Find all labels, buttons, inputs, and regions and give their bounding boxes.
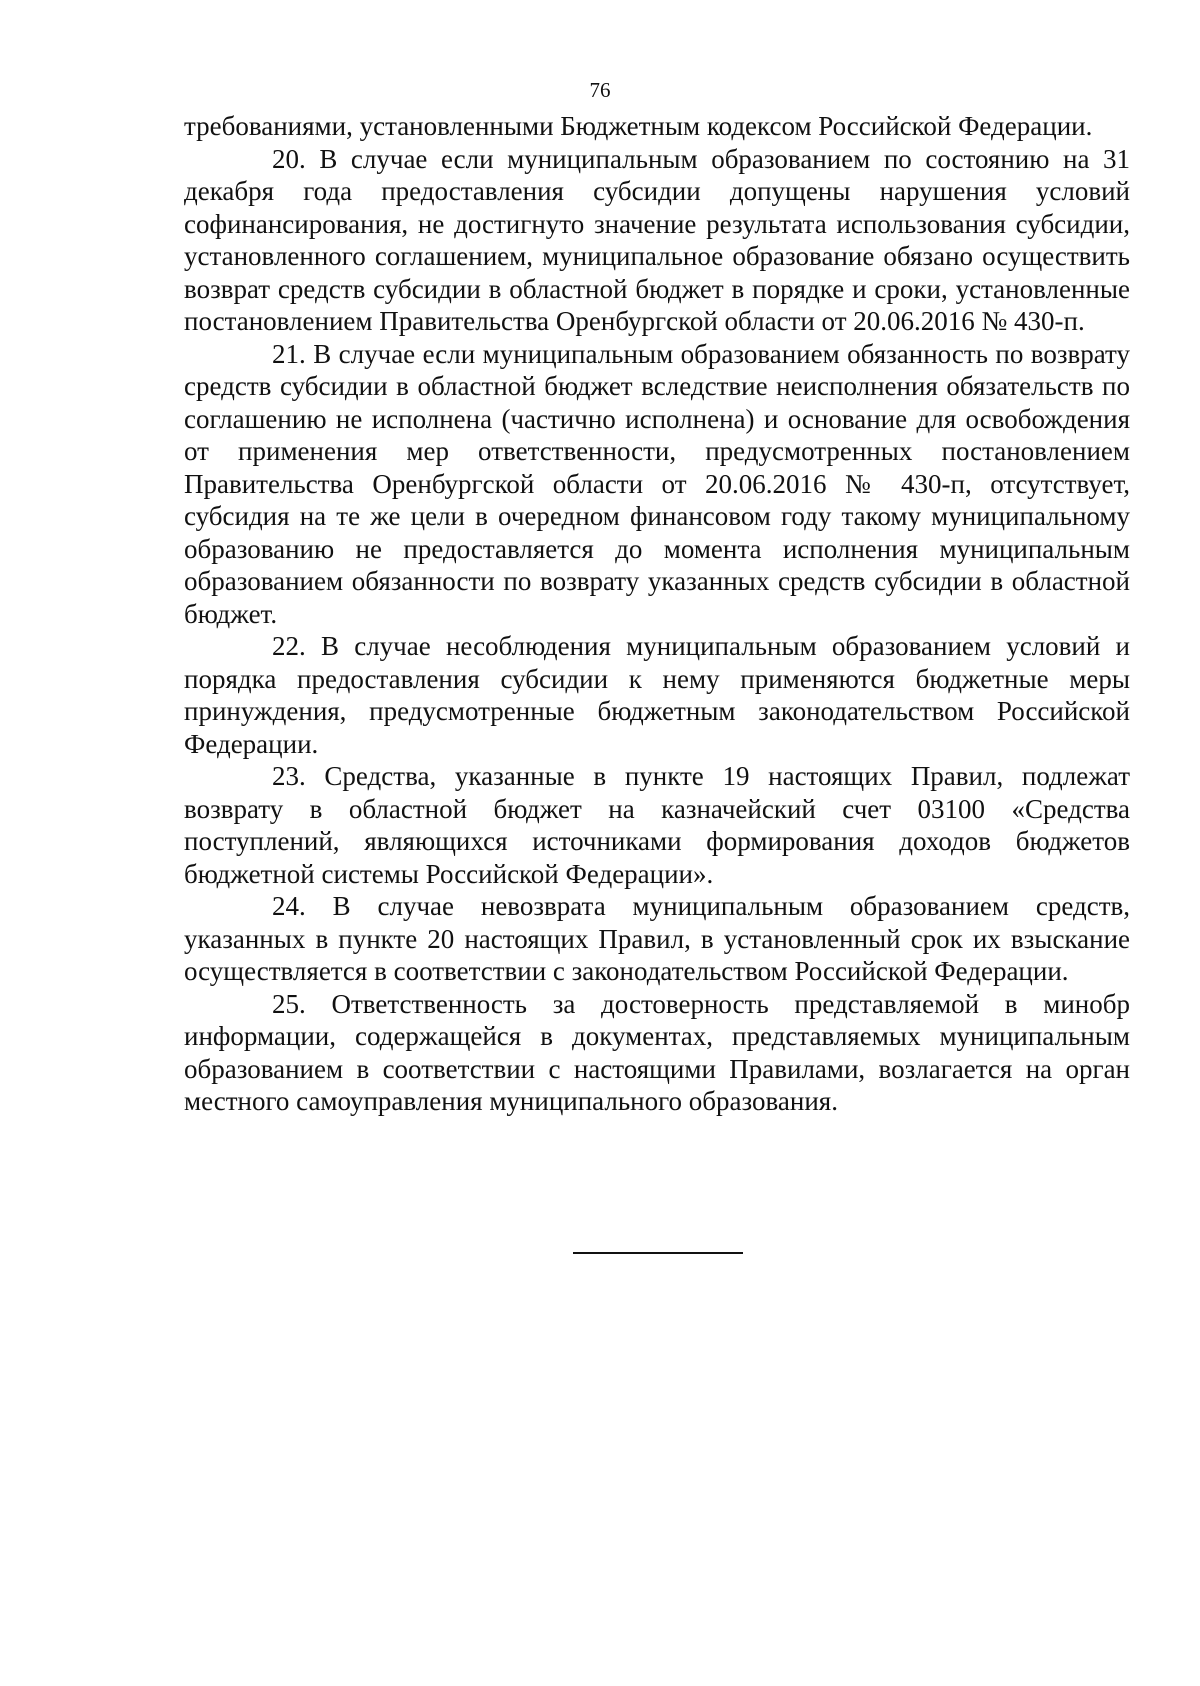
paragraph-20: 20. В случае если муниципальным образованием по состоянию на 31 декабря года предоставления субсидии допущены нарушения условий софинансирования, не достигнуто значение результата использования субсидии, установленного соглашением, муниципальное образование обязано осуществить возврат средств субсидии в областной бюджет в порядке и сроки, установленные постановлением Правительства Оренбургской области от 20.06.2016 № 430-п. bbox=[184, 143, 1130, 336]
page-number: 76 bbox=[589, 78, 611, 102]
paragraph-22: 22. В случае несоблюдения муниципальным образованием условий и порядка предоставления субсидии к нему применяются бюджетные меры принуждения, предусмотренные бюджетным законодательством Российской Федерации. bbox=[184, 631, 1130, 759]
paragraph-25: 25. Ответственность за достоверность представляемой в минобр информации, содержащейся в документах, представляемых муниципальным образованием в соответствии с настоящими Правилами, возлагается на орган местного самоуправления муниципального образования. bbox=[184, 988, 1130, 1116]
end-of-document-divider bbox=[573, 1252, 743, 1254]
paragraph-24: 24. В случае невозврата муниципальным образованием средств, указанных в пункте 20 настоящих Правил, в установленный срок их взыскание осуществляется в соответствии с законодательством Российской Федерации. bbox=[184, 891, 1130, 986]
document-body bbox=[184, 110, 1130, 1118]
paragraph-23: 23. Средства, указанные в пункте 19 настоящих Правил, подлежат возврату в областной бюджет на казначейский счет 03100 «Средства поступлений, являющихся источниками формирования доходов бюджетов бюджетной системы Российской Федерации». bbox=[184, 761, 1130, 889]
paragraph-continuation: требованиями, установленными Бюджетным кодексом Российской Федерации. bbox=[184, 111, 1093, 141]
paragraph-21: 21. В случае если муниципальным образованием обязанность по возврату средств субсидии в областной бюджет вследствие неисполнения обязательств по соглашению не исполнена (частично исполнена) и основание для освобождения от применения мер ответственности, предусмотренных постановлением Правительства Оренбургской области от 20.06.2016 № 430-п, отсутствует, субсидия на те же цели в очередном финансовом году такому муниципальному образованию не предоставляется до момента исполнения муниципальным образованием обязанности по возврату указанных средств субсидии в областной бюджет. bbox=[184, 338, 1130, 629]
